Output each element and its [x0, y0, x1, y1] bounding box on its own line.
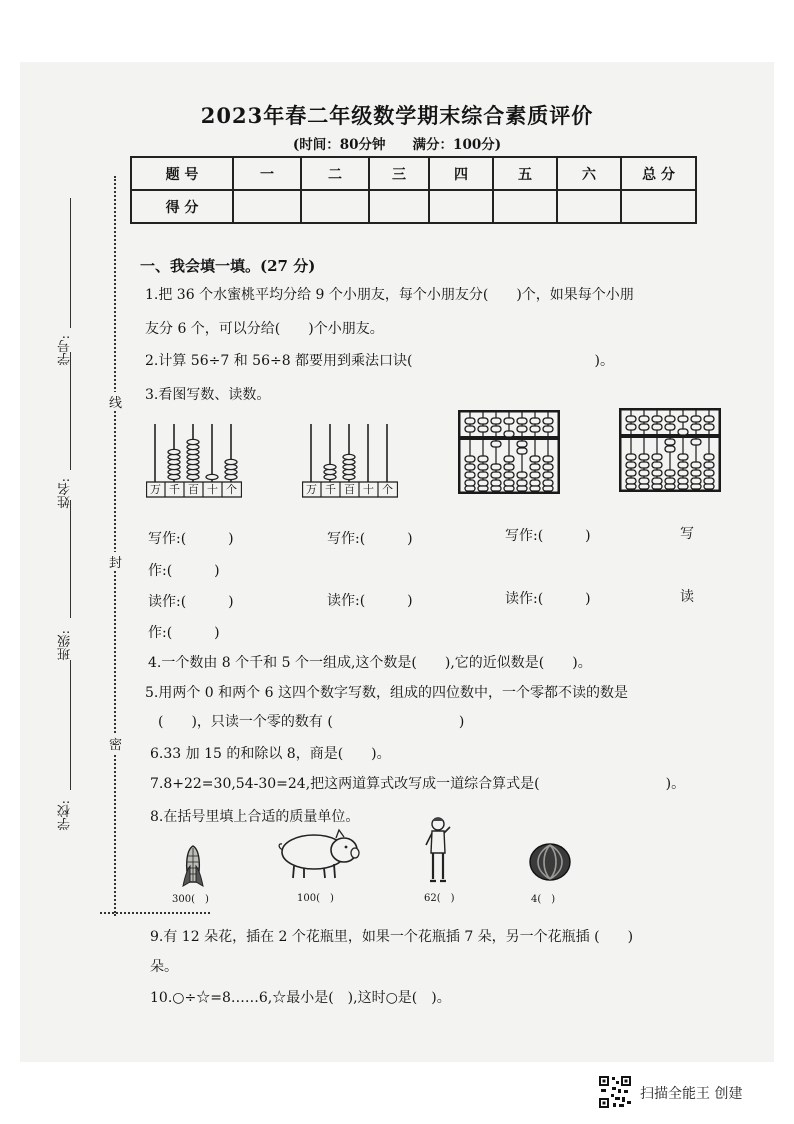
scanner-credit: 扫描全能王 创建	[640, 1086, 743, 1102]
score-blank[interactable]	[369, 190, 429, 223]
read-answer-4[interactable]: 作:( )	[148, 625, 220, 641]
pig-weight[interactable]: 100( )	[297, 893, 334, 904]
place-label: 个	[226, 483, 237, 496]
score-blank[interactable]	[557, 190, 621, 223]
exam-subtitle: (时间：80分钟 满分：100分)	[292, 137, 502, 153]
boy-icon	[424, 815, 454, 885]
question-6: 6.33 加 15 的和除以 8，商是( )。	[150, 746, 391, 762]
question-4: 4.一个数由 8 个千和 5 个一组成,这个数是( ),它的近似数是( )。	[148, 655, 592, 671]
question-5-line-2: ( )，只读一个零的数有 ( )	[158, 714, 465, 730]
write-answer-4-start: 写	[680, 526, 694, 542]
question-1-line-2: 友分 6 个，可以分给( )个小朋友。	[145, 321, 384, 337]
score-cell: 得 分	[131, 190, 233, 223]
corn-weight[interactable]: 300( )	[172, 894, 209, 905]
score-table	[130, 156, 697, 224]
student-id-label: 学号:	[58, 335, 73, 366]
write-answer-2[interactable]: 写作:( )	[327, 531, 413, 547]
score-blank[interactable]	[301, 190, 369, 223]
score-cell: 四	[429, 157, 493, 190]
score-blank[interactable]	[493, 190, 557, 223]
class-line[interactable]	[70, 500, 71, 618]
watermelon-weight[interactable]: 4( )	[531, 894, 556, 905]
score-table-header-row	[131, 157, 696, 190]
score-cell: 五	[493, 157, 557, 190]
place-labels-1	[146, 482, 242, 497]
name-line[interactable]	[70, 352, 71, 470]
question-5-line-1: 5.用两个 0 和两个 6 这四个数字写数，组成的四位数中，一个零都不读的数是	[145, 685, 628, 701]
place-label: 十	[207, 483, 218, 496]
watermelon-icon	[528, 842, 572, 882]
question-9-line-1: 9.有 12 朵花，插在 2 个花瓶里，如果一个花瓶插 7 朵，另一个花瓶插 ( )	[150, 929, 634, 945]
score-blank[interactable]	[233, 190, 301, 223]
school-label: 学校:	[58, 800, 73, 831]
score-cell: 题 号	[131, 157, 233, 190]
corn-icon	[175, 842, 211, 888]
read-answer-1[interactable]: 读作:( )	[148, 594, 234, 610]
class-label: 班级:	[58, 630, 73, 661]
score-cell: 二	[301, 157, 369, 190]
read-answer-3[interactable]: 读作:( )	[505, 591, 591, 607]
section-heading: 一、我会填一填。(27 分)	[140, 257, 316, 275]
abacus-1	[458, 410, 560, 494]
school-line[interactable]	[70, 660, 71, 790]
binding-dotted-line	[114, 176, 116, 916]
score-cell: 三	[369, 157, 429, 190]
abacus-2	[619, 408, 721, 492]
question-10: 10.○÷☆=8……6,☆最小是( ),这时○是( )。	[150, 990, 451, 1006]
write-answer-1[interactable]: 写作:( )	[148, 531, 234, 547]
binding-word-seal: 封	[109, 552, 122, 571]
place-label: 个	[382, 483, 393, 496]
score-cell: 一	[233, 157, 301, 190]
question-3: 3.看图写数、读数。	[145, 387, 271, 403]
student-id-line[interactable]	[70, 198, 71, 328]
question-8: 8.在括号里填上合适的质量单位。	[150, 809, 360, 825]
name-label: 姓名:	[58, 478, 73, 509]
counting-frame-1	[146, 420, 242, 500]
binding-word-line: 线	[109, 392, 122, 411]
binding-bottom-line	[100, 912, 210, 914]
score-blank[interactable]	[429, 190, 493, 223]
place-label: 百	[188, 483, 199, 496]
place-label: 百	[344, 483, 355, 496]
question-7: 7.8+22=30,54-30=24,把这两道算式改写成一道综合算式是( )。	[150, 776, 686, 792]
place-label: 十	[363, 483, 374, 496]
score-cell: 总 分	[621, 157, 696, 190]
exam-title: 2023年春二年级数学期末综合素质评价	[200, 103, 594, 128]
question-9-line-2: 朵。	[150, 959, 178, 975]
score-cell: 六	[557, 157, 621, 190]
question-1-line-1: 1.把 36 个水蜜桃平均分给 9 个小朋友，每个小朋友分( )个，如果每个小朋	[145, 287, 634, 303]
score-blank[interactable]	[621, 190, 696, 223]
place-label: 万	[306, 483, 317, 496]
place-label: 千	[325, 483, 336, 496]
boy-weight[interactable]: 62( )	[424, 893, 455, 904]
pig-icon	[276, 828, 360, 880]
qr-code-icon	[598, 1075, 632, 1109]
binding-word-secret: 密	[109, 734, 122, 753]
score-table-score-row	[131, 190, 696, 223]
place-labels-2	[302, 482, 398, 497]
read-answer-4-start: 读	[680, 589, 694, 605]
write-answer-4[interactable]: 作:( )	[148, 563, 220, 579]
counting-frame-2	[302, 420, 398, 500]
question-2: 2.计算 56÷7 和 56÷8 都要用到乘法口诀( )。	[145, 353, 614, 369]
write-answer-3[interactable]: 写作:( )	[505, 528, 591, 544]
place-label: 千	[169, 483, 180, 496]
read-answer-2[interactable]: 读作:( )	[327, 593, 413, 609]
place-label: 万	[150, 483, 161, 496]
